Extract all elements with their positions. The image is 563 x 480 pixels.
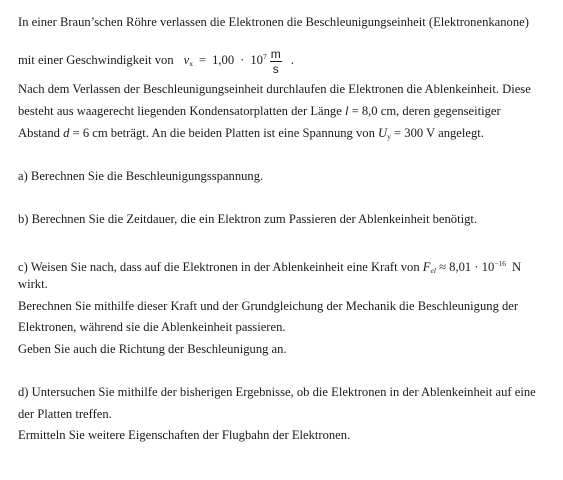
task-c-text-3: Berechnen Sie mithilfe dieser Kraft und der Grundgleichung der Mechanik die Beschleunigung der (18, 299, 519, 313)
task-d-line-2 (18, 407, 112, 422)
velocity-times: · (240, 53, 245, 67)
force-unit: N (512, 260, 522, 274)
task-a-text: a) Berechnen Sie die Beschleunigungsspannung. (18, 169, 264, 183)
setup-text-2b: = 8,0 cm, deren gegenseitiger (348, 104, 501, 118)
setup-text-3a: Abstand (18, 126, 64, 140)
velocity-exponent: 7 (262, 52, 267, 61)
task-c-line-4 (18, 320, 286, 335)
task-c-text-1: c) Weisen Sie nach, dass auf die Elektronen in der Ablenkeinheit eine Kraft von (18, 260, 423, 274)
velocity-unit-fraction (270, 48, 282, 75)
force-subscript: el (430, 266, 436, 275)
force-exponent: −16 (494, 259, 507, 268)
velocity-symbol: v (183, 53, 190, 67)
force-symbol: F (422, 260, 431, 274)
velocity-power-base: 10 (250, 53, 263, 67)
unit-numerator: m (270, 46, 281, 61)
intro-text-1: In einer Braun’schen Röhre verlassen die Elektronen die Beschleunigungseinheit (Elektronenkanone) (18, 15, 529, 29)
task-c-text-4: Elektronen, während sie die Ablenkeinheit passieren. (18, 320, 286, 334)
voltage-symbol: U (378, 126, 388, 140)
task-d-line-1 (18, 385, 536, 400)
velocity-equals: = (198, 53, 207, 67)
velocity-value: 1,00 (212, 53, 235, 67)
setup-line-2 (18, 104, 501, 119)
setup-line-3 (18, 126, 484, 144)
force-value: 8,01 (449, 260, 472, 274)
task-c-line-3 (18, 299, 518, 314)
force-power-base: 10 (481, 260, 495, 274)
intro-line-1 (18, 15, 529, 30)
intro-line-2 (18, 44, 294, 77)
velocity-subscript: x (189, 59, 193, 68)
setup-line-1 (18, 82, 531, 97)
unit-denominator: s (272, 61, 279, 76)
setup-text-3c: = 300 V angelegt. (390, 126, 484, 140)
task-d-line-3 (18, 428, 350, 443)
distance-symbol: d (63, 126, 70, 140)
force-times: · (474, 260, 479, 274)
intro-period: . (290, 53, 294, 67)
setup-text-2a: besteht aus waagerecht liegenden Kondensatorplatten der Länge (18, 104, 345, 118)
task-c-line-2 (18, 277, 48, 292)
setup-text-1: Nach dem Verlassen der Beschleunigungseinheit durchlaufen die Elektronen die Ablenkeinheit. Diese (18, 82, 531, 96)
task-c-text-5: Geben Sie auch die Richtung der Beschleunigung an. (18, 342, 287, 356)
length-symbol: l (344, 104, 349, 118)
task-b-text: b) Berechnen Sie die Zeitdauer, die ein Elektron zum Passieren der Ablenkeinheit benötigt. (18, 212, 478, 226)
task-c-text-2: wirkt. (18, 277, 48, 291)
task-d-text-1: d) Untersuchen Sie mithilfe der bisherigen Ergebnisse, ob die Elektronen in der Ablenkeinheit auf eine (18, 385, 536, 399)
task-d-text-2: der Platten treffen. (18, 407, 112, 421)
task-a (18, 169, 263, 184)
setup-text-3b: = 6 cm beträgt. An die beiden Platten ist eine Spannung von (69, 126, 379, 140)
voltage-subscript: y (387, 132, 391, 141)
task-c-line-1 (18, 256, 521, 278)
task-c-line-5 (18, 342, 287, 357)
force-approx: ≈ (439, 260, 446, 274)
task-b (18, 212, 477, 227)
intro-text-2: mit einer Geschwindigkeit von (18, 53, 174, 67)
task-d-text-3: Ermitteln Sie weitere Eigenschaften der Flugbahn der Elektronen. (18, 428, 351, 442)
